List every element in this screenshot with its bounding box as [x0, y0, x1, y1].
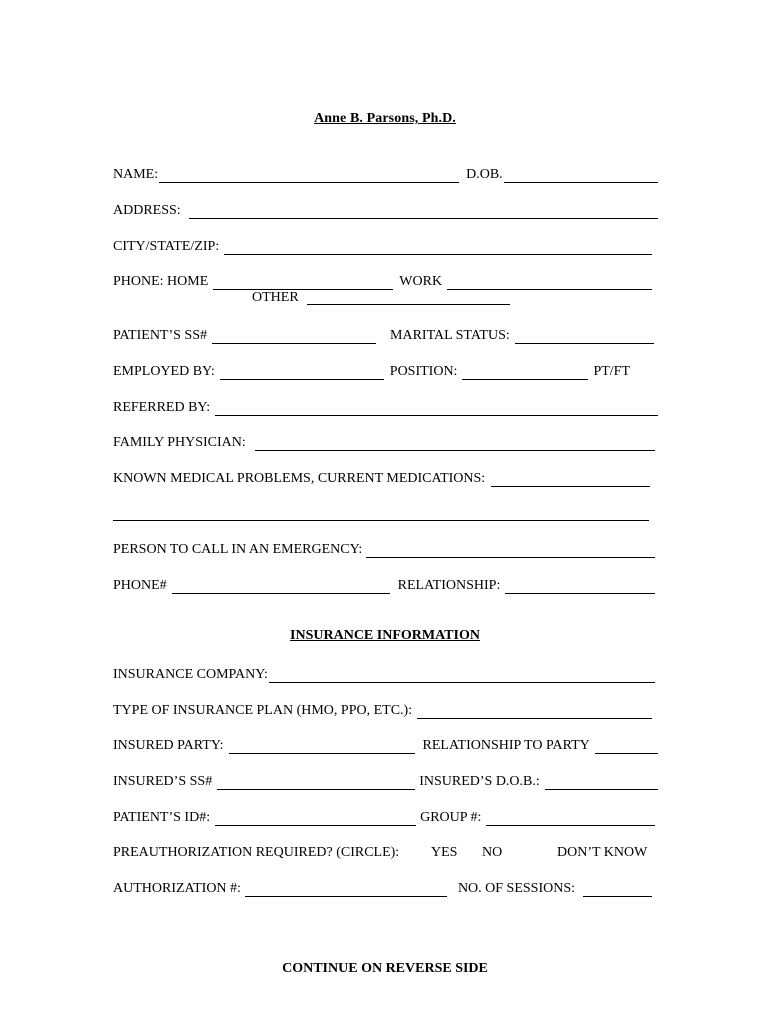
preauth-option-dont-know[interactable]: DON’T KNOW	[557, 845, 648, 860]
referred-by-label: REFERRED BY:	[113, 400, 211, 415]
patient-id-label: PATIENT’S ID#:	[113, 810, 211, 825]
home-phone-field[interactable]	[213, 275, 393, 290]
insured-party-field[interactable]	[229, 739, 415, 754]
other-phone-field[interactable]	[307, 304, 510, 305]
emergency-phone-field[interactable]	[172, 579, 390, 594]
family-physician-label: FAMILY PHYSICIAN:	[113, 435, 246, 450]
relationship-label: RELATIONSHIP:	[397, 578, 501, 593]
relationship-field[interactable]	[505, 579, 655, 594]
insurance-company-label: INSURANCE COMPANY:	[113, 667, 268, 682]
insurance-heading: INSURANCE INFORMATION	[290, 628, 480, 643]
insured-party-label: INSURED PARTY:	[113, 738, 224, 753]
group-number-label: GROUP #:	[420, 810, 482, 825]
referred-row	[113, 396, 658, 416]
patient-ss-label: PATIENT’S SS#	[113, 328, 208, 343]
work-phone-label: WORK	[399, 274, 443, 289]
phone-row	[113, 270, 658, 290]
insured-ss-row	[113, 770, 658, 790]
address-field[interactable]	[189, 204, 658, 219]
city-field[interactable]	[224, 240, 652, 255]
name-row	[113, 163, 658, 183]
employed-by-label: EMPLOYED BY:	[113, 364, 215, 379]
address-label: ADDRESS:	[113, 203, 181, 218]
authorization-number-label: AUTHORIZATION #:	[113, 881, 241, 896]
continue-note: CONTINUE ON REVERSE SIDE	[282, 961, 488, 976]
emergency-row	[113, 538, 658, 558]
emergency-contact-label: PERSON TO CALL IN AN EMERGENCY:	[113, 542, 363, 557]
sessions-field[interactable]	[583, 882, 652, 897]
emergency-contact-field[interactable]	[366, 543, 655, 558]
insured-dob-field[interactable]	[545, 775, 658, 790]
plan-type-row	[113, 699, 658, 719]
phone-home-label: PHONE: HOME	[113, 274, 209, 289]
city-row	[113, 235, 658, 255]
plan-type-label: TYPE OF INSURANCE PLAN (HMO, PPO, ETC.):	[113, 703, 413, 718]
form-title: Anne B. Parsons, Ph.D.	[314, 111, 456, 126]
insured-dob-label: INSURED’S D.O.B.:	[419, 774, 540, 789]
medical-problems-label: KNOWN MEDICAL PROBLEMS, CURRENT MEDICATIONS:	[113, 471, 486, 486]
physician-row	[113, 431, 658, 451]
insured-ss-field[interactable]	[217, 775, 415, 790]
patient-id-row	[113, 806, 658, 826]
ss-row	[113, 324, 658, 344]
group-number-field[interactable]	[486, 811, 655, 826]
dob-field[interactable]	[504, 168, 658, 183]
employment-row	[113, 360, 658, 380]
family-physician-field[interactable]	[255, 436, 655, 451]
address-row	[113, 199, 658, 219]
marital-status-label: MARITAL STATUS:	[390, 328, 510, 343]
name-field[interactable]	[159, 168, 459, 183]
authorization-number-field[interactable]	[245, 882, 447, 897]
relationship-to-party-field[interactable]	[595, 739, 658, 754]
relationship-to-party-label: RELATIONSHIP TO PARTY	[422, 738, 590, 753]
medical-problems-field[interactable]	[491, 472, 650, 487]
preauthorization-label: PREAUTHORIZATION REQUIRED? (CIRCLE):	[113, 845, 400, 860]
work-phone-field[interactable]	[447, 275, 652, 290]
insured-party-row	[113, 734, 658, 754]
city-label: CITY/STATE/ZIP:	[113, 239, 220, 254]
preauth-option-yes[interactable]: YES	[431, 845, 458, 860]
referred-by-field[interactable]	[215, 401, 658, 416]
emergency-phone-row	[113, 574, 658, 594]
name-label: NAME:	[113, 167, 159, 182]
other-phone-label: OTHER	[252, 290, 299, 305]
sessions-label: NO. OF SESSIONS:	[457, 881, 576, 896]
medical-row	[113, 467, 658, 487]
employed-by-field[interactable]	[220, 365, 384, 380]
position-label: POSITION:	[389, 364, 458, 379]
patient-ss-field[interactable]	[212, 329, 376, 344]
dob-label: D.OB.	[466, 167, 503, 182]
marital-status-field[interactable]	[515, 329, 654, 344]
medical-problems-line-2[interactable]	[113, 520, 649, 521]
preauth-option-no[interactable]: NO	[482, 845, 503, 860]
plan-type-field[interactable]	[417, 704, 652, 719]
authorization-row	[113, 877, 658, 897]
position-field[interactable]	[462, 365, 588, 380]
patient-id-field[interactable]	[215, 811, 416, 826]
insurance-company-row	[113, 663, 658, 683]
insurance-company-field[interactable]	[269, 668, 655, 683]
emergency-phone-label: PHONE#	[113, 578, 167, 593]
pt-ft-label: PT/FT	[593, 364, 631, 379]
insured-ss-label: INSURED’S SS#	[113, 774, 213, 789]
